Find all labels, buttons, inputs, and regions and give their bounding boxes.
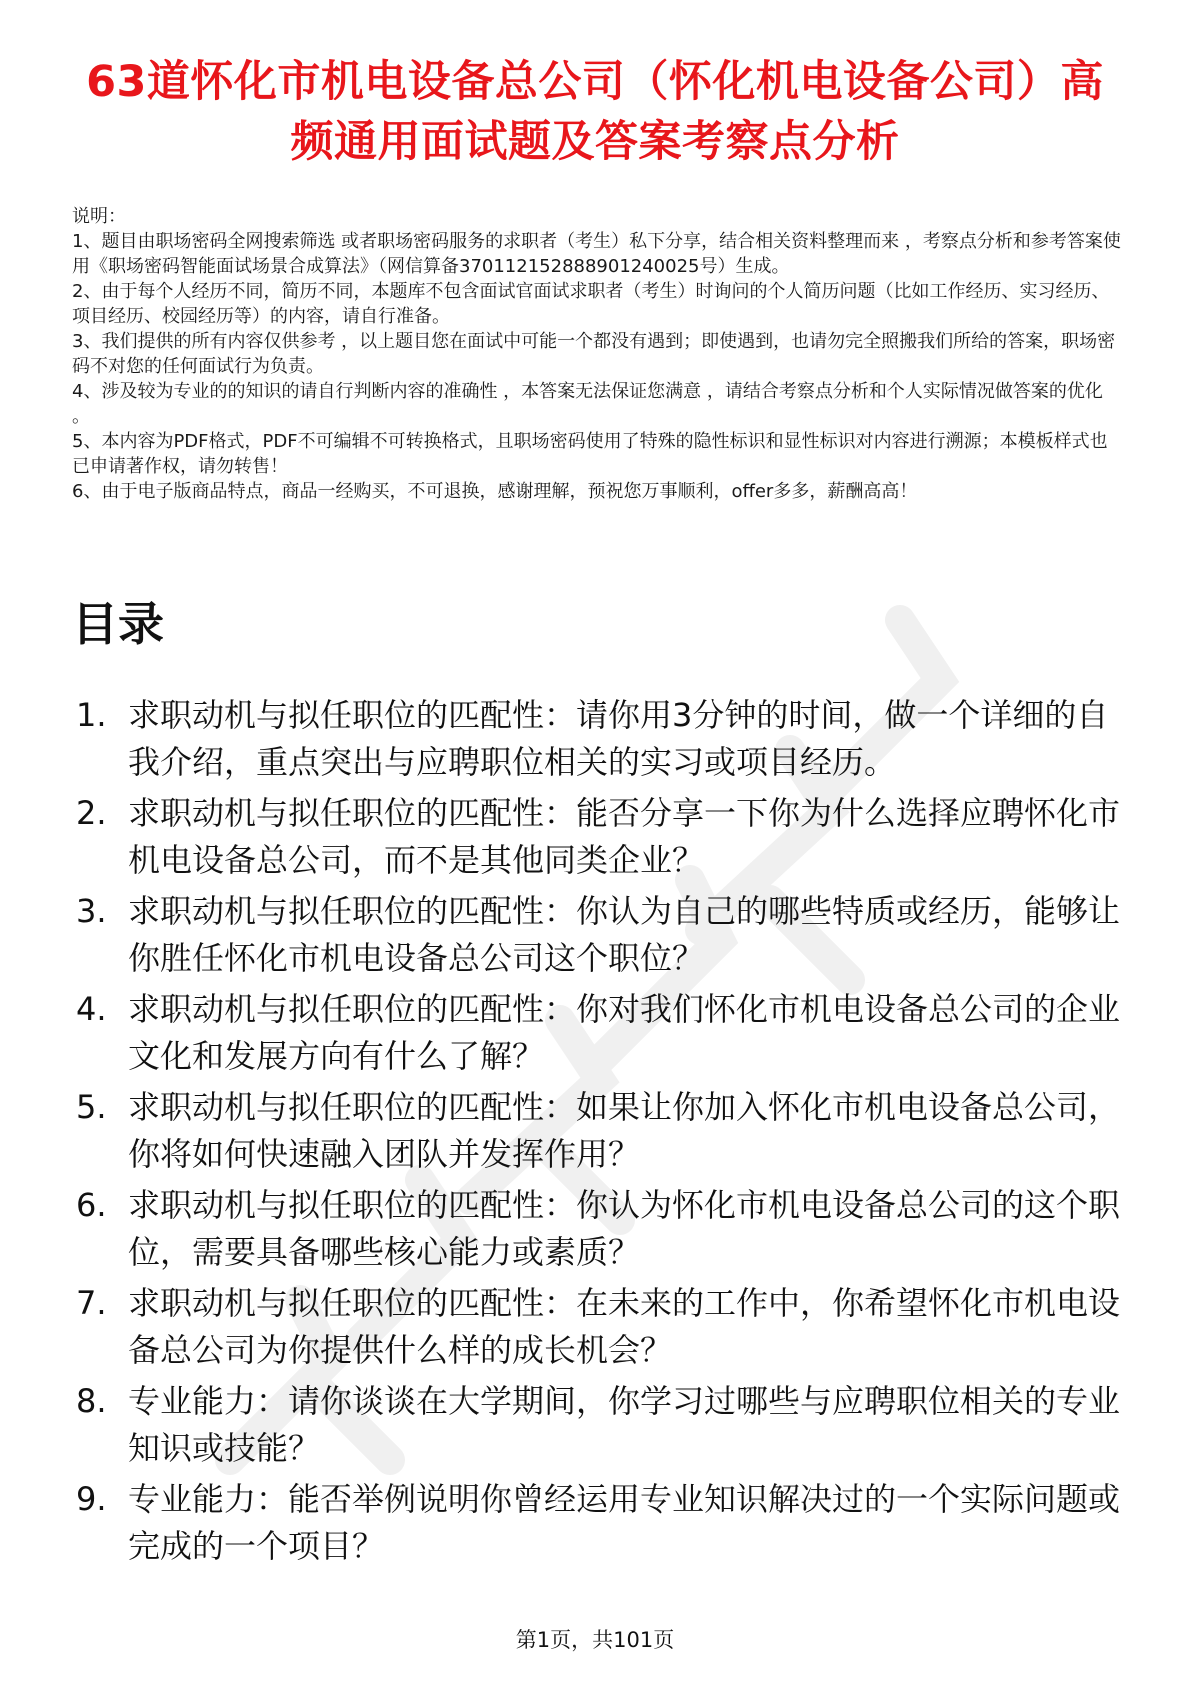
note-item: 6、由于电子版商品特点，商品一经购买，不可退换，感谢理解，预祝您万事顺利，offer多多，薪酬高高！	[72, 481, 918, 502]
note-item: 2、由于每个人经历不同，简历不同，本题库不包含面试官面试求职者（考生）时询问的个人简历问题（比如工作经历、实习经历、项目经历、校园经历等）的内容，请自行准备。	[72, 281, 1110, 327]
toc-item-number: 2.	[76, 794, 107, 832]
toc-item-number: 3.	[76, 892, 107, 930]
notes-section	[72, 204, 1122, 504]
note-item: 5、本内容为PDF格式，PDF不可编辑不可转换格式，且职场密码使用了特殊的隐性标识和显性标识对内容进行溯源；本模板样式也已申请著作权，请勿转售！	[72, 431, 1108, 477]
toc-item-number: 8.	[76, 1382, 107, 1420]
toc-item-number: 4.	[76, 990, 107, 1028]
notes-heading: 说明：	[72, 206, 126, 227]
toc-item-text[interactable]: 专业能力：请你谈谈在大学期间，你学习过哪些与应聘职位相关的专业知识或技能？	[128, 1382, 1121, 1467]
toc-item[interactable]	[72, 1378, 1132, 1476]
document-title: 63道怀化市机电设备总公司（怀化机电设备公司）高频通用面试题及答案考察点分析	[86, 57, 1104, 167]
note-item: 1、题目由职场密码全网搜索筛选 或者职场密码服务的求职者（考生）私下分享，结合相关资料整理而来 ，考察点分析和参考答案使用《职场密码智能面试场景合成算法》（网信算备370112152888901240025号）生成。	[72, 231, 1121, 277]
toc-item-text[interactable]: 求职动机与拟任职位的匹配性：如果让你加入怀化市机电设备总公司，你将如何快速融入团队并发挥作用？	[128, 1088, 1121, 1173]
table-of-contents	[72, 692, 1132, 1574]
toc-item-text[interactable]: 求职动机与拟任职位的匹配性：请你用3分钟的时间，做一个详细的自我介绍，重点突出与应聘职位相关的实习或项目经历。	[128, 696, 1109, 781]
toc-item[interactable]	[72, 692, 1132, 790]
toc-heading: 目录	[72, 597, 164, 651]
toc-item[interactable]	[72, 888, 1132, 986]
toc-item[interactable]	[72, 1084, 1132, 1182]
toc-item[interactable]	[72, 790, 1132, 888]
toc-item-text[interactable]: 专业能力：能否举例说明你曾经运用专业知识解决过的一个实际问题或完成的一个项目？	[128, 1480, 1121, 1565]
note-item: 3、我们提供的所有内容仅供参考 ，以上题目您在面试中可能一个都没有遇到；即使遇到，也请勿完全照搬我们所给的答案，职场密码不对您的任何面试行为负责。	[72, 331, 1116, 377]
toc-item[interactable]	[72, 1280, 1132, 1378]
toc-item-text[interactable]: 求职动机与拟任职位的匹配性：在未来的工作中，你希望怀化市机电设备总公司为你提供什么样的成长机会？	[128, 1284, 1121, 1369]
toc-item-number: 9.	[76, 1480, 107, 1518]
toc-item-number: 7.	[76, 1284, 107, 1322]
toc-item-text[interactable]: 求职动机与拟任职位的匹配性：你认为怀化市机电设备总公司的这个职位，需要具备哪些核心能力或素质？	[128, 1186, 1121, 1271]
toc-item-number: 1.	[76, 696, 107, 734]
toc-item-text[interactable]: 求职动机与拟任职位的匹配性：你对我们怀化市机电设备总公司的企业文化和发展方向有什么了解？	[128, 990, 1121, 1075]
toc-item-number: 5.	[76, 1088, 107, 1126]
toc-item-text[interactable]: 求职动机与拟任职位的匹配性：你认为自己的哪些特质或经历，能够让你胜任怀化市机电设备总公司这个职位？	[128, 892, 1121, 977]
note-item: 4、涉及较为专业的的知识的请自行判断内容的准确性 ，本答案无法保证您满意 ，请结合考察点分析和个人实际情况做答案的优化 。	[72, 381, 1103, 427]
toc-item[interactable]	[72, 1182, 1132, 1280]
toc-item-text[interactable]: 求职动机与拟任职位的匹配性：能否分享一下你为什么选择应聘怀化市机电设备总公司，而不是其他同类企业？	[128, 794, 1121, 879]
toc-item-number: 6.	[76, 1186, 107, 1224]
page-footer: 第1页，共101页	[515, 1628, 675, 1652]
toc-item[interactable]	[72, 986, 1132, 1084]
toc-item[interactable]	[72, 1476, 1132, 1574]
